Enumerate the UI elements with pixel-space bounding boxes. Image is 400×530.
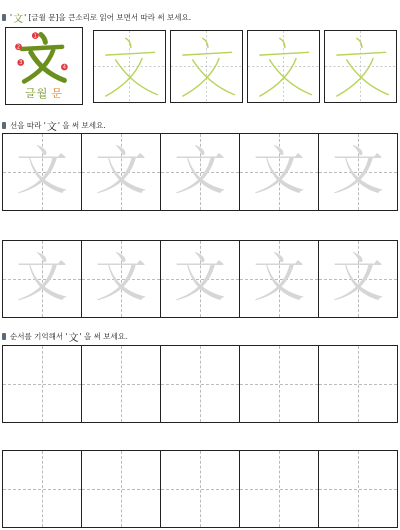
- writing-cell[interactable]: [240, 346, 319, 422]
- ghost-character: 文: [331, 249, 384, 309]
- tracing-cell[interactable]: [82, 241, 161, 317]
- outline-trace-box[interactable]: [247, 30, 320, 103]
- writing-cell[interactable]: [161, 346, 240, 422]
- instruction-text-pre: ': [10, 12, 13, 22]
- tracing-grid: [2, 133, 398, 211]
- ghost-character: 文: [173, 249, 226, 309]
- ghost-character: 文: [94, 142, 147, 202]
- instruction-text-post: ' 을 써 보세요.: [57, 120, 106, 130]
- ghost-character: 文: [252, 142, 305, 202]
- outline-trace-box[interactable]: [170, 30, 243, 103]
- reading-sound: 문: [51, 87, 63, 100]
- instruction-text-pre: 선을 따라 ': [10, 120, 46, 130]
- tracing-cell[interactable]: [319, 241, 397, 317]
- writing-cell[interactable]: [240, 451, 319, 527]
- tracing-cell[interactable]: [82, 134, 161, 210]
- reading-label: [6, 85, 82, 101]
- instruction-hanja: 文: [46, 121, 57, 133]
- tracing-cell[interactable]: [240, 134, 319, 210]
- reading-meaning: 글월: [25, 87, 49, 100]
- instruction-hanja: 文: [13, 13, 24, 25]
- tracing-cell[interactable]: [3, 241, 82, 317]
- tracing-cell[interactable]: [3, 134, 82, 210]
- blank-writing-grid: [2, 450, 398, 528]
- ghost-character: 文: [331, 142, 384, 202]
- instruction-text-post: ' 을 써 보세요.: [79, 331, 128, 341]
- blank-writing-grid: [2, 345, 398, 423]
- stroke-number-4: 4: [62, 64, 67, 71]
- instruction-hanja: 文: [68, 332, 79, 344]
- writing-cell[interactable]: [3, 346, 82, 422]
- writing-cell[interactable]: [3, 451, 82, 527]
- tracing-cell[interactable]: [161, 134, 240, 210]
- instruction-from-memory: [2, 329, 127, 343]
- ghost-character: 文: [15, 249, 68, 309]
- outline-trace-box[interactable]: [324, 30, 397, 103]
- writing-cell[interactable]: [82, 346, 161, 422]
- stroke-number-1: 1: [33, 33, 37, 40]
- bullet-icon: [2, 122, 6, 129]
- writing-cell[interactable]: [82, 451, 161, 527]
- ghost-character: 文: [15, 142, 68, 202]
- tracing-cell[interactable]: [161, 241, 240, 317]
- ghost-character: 文: [173, 142, 226, 202]
- stroke-number-2: 2: [16, 44, 21, 51]
- ghost-character: 文: [94, 249, 147, 309]
- instruction-trace: [2, 118, 106, 132]
- bullet-icon: [2, 14, 6, 21]
- tracing-cell[interactable]: [319, 134, 397, 210]
- writing-cell[interactable]: [319, 451, 397, 527]
- instruction-text-pre: 순서를 기억해서 ': [10, 331, 68, 341]
- writing-cell[interactable]: [161, 451, 240, 527]
- ghost-character: 文: [252, 249, 305, 309]
- instruction-read-aloud: [2, 10, 191, 24]
- tracing-grid: [2, 240, 398, 318]
- instruction-text-post: ' [글월 문]을 큰소리로 읽어 보면서 따라 써 보세요.: [24, 12, 192, 22]
- outline-trace-box[interactable]: [93, 30, 166, 103]
- stroke-order-character: [14, 30, 70, 86]
- bullet-icon: [2, 333, 6, 340]
- stroke-order-demo: [5, 27, 83, 105]
- stroke-number-3: 3: [19, 60, 23, 67]
- writing-cell[interactable]: [319, 346, 397, 422]
- tracing-cell[interactable]: [240, 241, 319, 317]
